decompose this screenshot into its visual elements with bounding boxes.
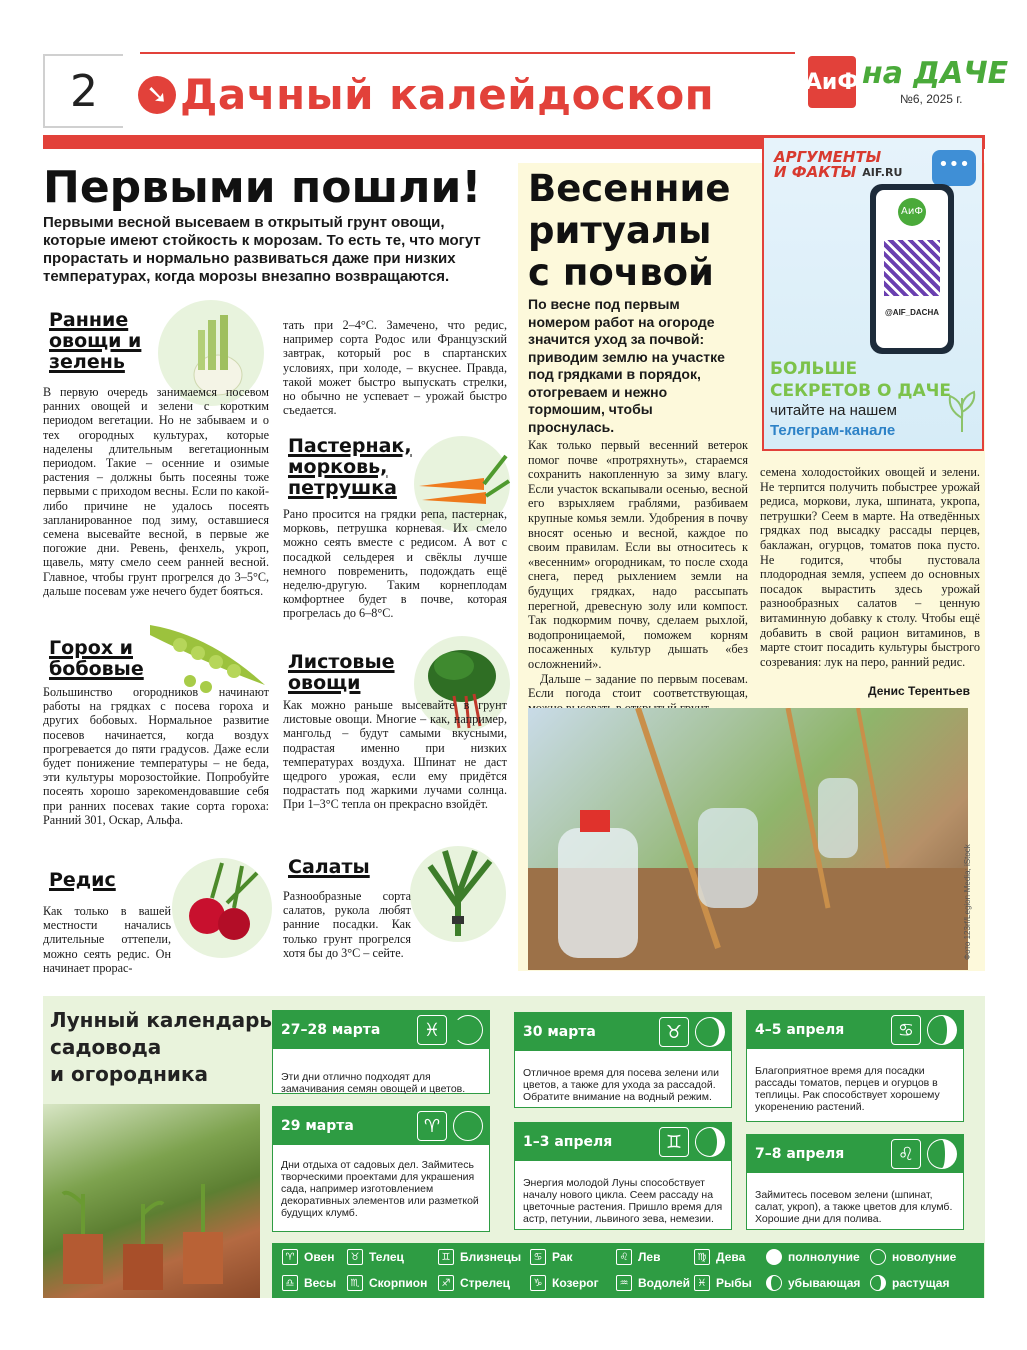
card-text: Отличное время для посева зелени или цветов, а также для ухода за рассадой. Обратите внимание на водный режим. — [523, 1067, 719, 1103]
waxing-moon-icon — [695, 1017, 725, 1047]
logo-text: на ДАЧЕ — [862, 56, 1009, 91]
subhead-peas: Горох и бобовые — [49, 637, 144, 680]
subhead-leafy: Листовые овощи — [288, 651, 395, 694]
waxing-moon-icon — [695, 1127, 725, 1157]
legend-label: Телец — [369, 1250, 404, 1264]
subhead-salads: Салаты — [288, 856, 370, 878]
legend-label: новолуние — [892, 1250, 957, 1264]
legend-label: Водолей — [638, 1276, 691, 1290]
feature-lead: По весне под первым номером работ на огороде значится уход за почвой: приводим землю на участке под грядками в порядок, отогреваем и нежно тормошим, чтобы проснулась. — [528, 296, 725, 435]
aif-badge-icon: АиФ — [898, 198, 926, 226]
lunar-card — [514, 1012, 732, 1108]
ad-line2: СЕКРЕТОВ О ДАЧЕ — [770, 381, 951, 401]
arugula-image — [410, 846, 506, 942]
lunar-card — [746, 1134, 964, 1230]
virgo-icon: ♍ — [694, 1249, 710, 1265]
lunar-title — [50, 1007, 272, 1088]
capricorn-icon: ♑ — [530, 1275, 546, 1291]
leaf-icon — [944, 388, 980, 434]
aif-logo: АиФ — [808, 56, 856, 108]
card-text: Благоприятное время для посадки рассады томатов, перцев и огурцов в теплицы. Рак способствует хорошему укоренению растений. — [755, 1065, 940, 1113]
legend-label: Рак — [552, 1250, 573, 1264]
legend-item — [282, 1249, 334, 1265]
feature-title-line1: Весенние — [528, 167, 731, 210]
legend-waning — [766, 1275, 860, 1291]
feature-title-line2: ритуалы — [528, 209, 712, 252]
article-lead: Первыми весной высеваем в открытый грунт овощи, которые имеют стойкость к морозам. То есть те, что могут прорастать и нормально развиваться даже при низких температурах, когда морозы внезапно возвращаются. — [43, 214, 481, 285]
lunar-title-line2: садовода — [50, 1035, 162, 1059]
qr-code[interactable] — [884, 240, 940, 296]
ad-headline — [770, 358, 951, 402]
legend-label: Весы — [304, 1276, 337, 1290]
legend-label: Стрелец — [460, 1276, 511, 1290]
lunar-title-line1: Лунный календарь — [50, 1008, 273, 1032]
taurus-icon: ♉ — [347, 1249, 363, 1265]
ad-site: AIF.RU — [862, 166, 903, 179]
seedlings-pots-photo — [43, 1104, 260, 1298]
waxing-moon-icon — [927, 1015, 957, 1045]
legend-label: Овен — [304, 1250, 335, 1264]
scorpio-icon: ♏ — [347, 1275, 363, 1291]
text-leafy: Как можно раньше высевайте в грунт листовые овощи. Многие – как, например, мангольд – будут самыми вкусными, подрастая именно при низких температурах воздуха. Шпинат не даст щедрого урожая, если ему придётся подрастать под жаркими лучами солнца. При 1–3°С тепла он прекрасно взойдёт. — [283, 698, 507, 812]
leo-icon: ♌ — [616, 1249, 632, 1265]
card-date: 29 марта — [281, 1118, 354, 1134]
lunar-card — [746, 1010, 964, 1122]
legend-label: убывающая — [788, 1276, 861, 1290]
card-text: Энергия молодой Луны способствует началу нового цикла. Сеем рассаду на цветочные растения. Пришло время для астр, петунии, львиного зева, немезии. — [523, 1177, 723, 1225]
card-text: Займитесь посевом зелени (шпинат, салат, укроп), а также цветов для клумб. Хорошие дни для полива. — [755, 1189, 953, 1225]
peas-image — [140, 615, 274, 695]
cancer-icon: ♋ — [891, 1015, 921, 1045]
card-text: Дни отдыха от садовых дел. Займитесь творческими проектами для украшения сада, например изготовлением декоративных элементов или разметкой будущих клумб. — [281, 1159, 479, 1219]
ad-brand-line2: И ФАКТЫ — [774, 163, 857, 181]
feature-col1-p1: Как только первый весенний ветерок помог почве «протряхнуть», стараемся сохранить накопленную за зиму влагу. Если участок вскапывали осенью, весной его взрыхляем граблями, разбиваем крупные комья земли. Удобрения в почву вносят осенью и весной, каждое по своим правилам. Если вы относитесь к «весенним» огородникам, то после схода снега, перед рыхлением земли на будущих грядках, надо рассыпать перегной, древесную золу или компост. Так подкормим почву, сделаем рыхлой, водопроницаемой, поможем корням посаженных культур дышать «без осложнений». — [528, 438, 748, 671]
card-text: Эти дни отлично подходят для замачивания семян овощей и цветов. — [281, 1071, 466, 1095]
text-radish: Как только в вашей местности начались длительные оттепели, можно сеять редис. Он начинает прорас- — [43, 904, 171, 975]
lunar-card — [272, 1010, 490, 1094]
card-date: 4–5 апреля — [755, 1022, 845, 1038]
lunar-title-line3: и огородника — [50, 1062, 209, 1086]
card-date: 30 марта — [523, 1024, 596, 1040]
text-radish-continued: тать при 2–4°С. Замечено, что редис, например сорта Родос или Французский завтрак, который рос в спартанских условиях, при холоде, – вкуснее. Правда, такой может быстро выпускать стрелки, но обычно не успевает – урожай быстро съедается. — [283, 318, 507, 418]
feature-text-col1 — [528, 438, 748, 715]
feature-title — [528, 168, 730, 294]
legend-item — [616, 1249, 660, 1265]
legend-item — [347, 1275, 427, 1291]
pisces-icon: ♓ — [694, 1275, 710, 1291]
legend-new-moon — [870, 1249, 956, 1265]
leo-icon: ♌ — [891, 1139, 921, 1169]
feature-text-col2: семена холодостойких овощей и зелени. Не терпится получить побыстрее урожай редиса, моркови, лука, шпината, укропа, петрушки? Сеем в марте. На отведённых грядках под высадку рассады перцев, баклажан, огурцов, томатов пока пусто. Не годится, чтобы пустовала плодородная земля, успеем до основных посадок вырастить здесь урожай разнообразных салатов – ценную витаминную добавку к столу. Чтобы ещё добавить в свой рацион витаминов, в марте стоит посадить культуры быстрого созревания: лук на перо, ранний редис. — [760, 465, 980, 669]
lunar-card — [272, 1106, 490, 1232]
feature-title-line3: с почвой — [528, 251, 714, 294]
legend-item — [694, 1249, 745, 1265]
pisces-icon: ♓ — [417, 1015, 447, 1045]
radish-image — [172, 858, 272, 958]
legend-label: Козерог — [552, 1276, 599, 1290]
aries-icon: ♈ — [282, 1249, 298, 1265]
legend-label: Дева — [716, 1250, 746, 1264]
lunar-card — [514, 1122, 732, 1230]
full-moon-icon — [766, 1249, 782, 1265]
new-moon-icon — [453, 1111, 483, 1141]
legend-item — [438, 1275, 510, 1291]
text-parsnip: Рано просится на грядки репа, пастернак, морковь, петрушка корневая. Их смело можно сеять вместе с редисом. А вот с посадкой сельдерея и свёклы лучше немного повременить, подождать ещё неделю-другую. Таким корнеплодам комфортнее будет в почве, которая прогрелась до 6–8°С. — [283, 507, 507, 621]
page-number: 2 — [43, 54, 123, 128]
legend-label: растущая — [892, 1276, 950, 1290]
aries-icon: ♈ — [417, 1111, 447, 1141]
legend-item — [530, 1249, 573, 1265]
waxing-moon-icon — [927, 1139, 957, 1169]
section-title: Дачный калейдоскоп — [180, 70, 715, 119]
cancer-icon: ♋ — [530, 1249, 546, 1265]
subhead-radish: Редис — [49, 869, 116, 891]
gemini-icon: ♊ — [659, 1127, 689, 1157]
gemini-icon: ♊ — [438, 1249, 454, 1265]
legend-label: Лев — [638, 1250, 661, 1264]
author: Денис Терентьев — [868, 684, 970, 698]
ad-line3: читайте на нашем — [770, 402, 897, 419]
waxing-moon-icon — [453, 1015, 483, 1045]
text-salads: Разнообразные сорта салатов, рукола любят ранние посадки. Как только грунт прогрелся хотя бы до 3°С – сейте. — [283, 889, 411, 960]
aquarius-icon: ♒ — [616, 1275, 632, 1291]
legend-label: Близнецы — [460, 1250, 522, 1264]
feature-col1-p2: Дальше – задание по первым посевам. Если погода стоит соответствующая, — [528, 671, 748, 701]
legend-item — [347, 1249, 404, 1265]
subhead-early: Ранние овощи и зелень — [49, 309, 142, 373]
header-rule — [140, 52, 795, 54]
legend-label: Скорпион — [369, 1276, 428, 1290]
legend-label: полнолуние — [788, 1250, 860, 1264]
telegram-ad[interactable] — [762, 136, 984, 451]
legend-item — [438, 1249, 521, 1265]
arrow-down-icon: ➘ — [138, 76, 176, 114]
ad-brand — [774, 150, 902, 180]
card-date: 27–28 марта — [281, 1022, 381, 1038]
chat-bubble-icon: ••• — [932, 150, 976, 186]
ad-line4[interactable]: Телеграм-канале — [770, 422, 896, 439]
legend-item — [616, 1275, 690, 1291]
ad-brand-line1: АРГУМЕНТЫ — [774, 148, 882, 166]
issue-number: №6, 2025 г. — [900, 92, 963, 106]
ad-line1: БОЛЬШЕ — [770, 359, 858, 379]
new-moon-icon — [870, 1249, 886, 1265]
subhead-parsnip: Пастернак, морковь, петрушка — [288, 435, 412, 499]
photo-credit: Фото 123rf/Legion-Media; iStock — [963, 844, 972, 960]
legend-label: Рыбы — [716, 1276, 752, 1290]
legend-item — [530, 1275, 599, 1291]
text-early: В первую очередь занимаемся посевом ранних овощей и зелени с коротким периодом вегетации. Но не забываем и о тех огородных культурах, которые наделены длительным вегетационным периодом. Такие – осенние и озимые растения – должны быть посеяны тоже первыми с приходом весны. Если по какой-либо причине не удалось посеять запланированное под зиму, оставшиеся семена высевайте весной, в первые же погожие дни. Ревень, фенхель, укроп, щавель, мяту смело сеем ранней весной. Главное, чтобы грунт прогрелся до 3–5°С, дальше посевам уже нечего будет бояться. — [43, 385, 269, 598]
card-date: 1–3 апреля — [523, 1134, 613, 1150]
text-peas: Большинство огородников начинают работы на грядках с посева гороха и других бобовых. Нормальное развитие посевов начинается, когда воздух прогревается до пяти градусов. Даже если будет понижение температуры – не беда, эти культуры морозостойкие. Попробуйте посеять хорошо зарекомендовавшие себя при ранних посевах такие сорта гороха: Ранний 301, Оскар, Альфа. — [43, 685, 269, 827]
phone-image — [870, 184, 954, 354]
legend-full-moon — [766, 1249, 860, 1265]
sagittarius-icon: ♐ — [438, 1275, 454, 1291]
article-title: Первыми пошли! — [43, 162, 482, 213]
bottles-seedlings-photo — [528, 708, 968, 970]
card-date: 7–8 апреля — [755, 1146, 845, 1162]
waxing-moon-icon — [870, 1275, 886, 1291]
legend-item — [282, 1275, 336, 1291]
zodiac-legend — [272, 1243, 984, 1298]
taurus-icon: ♉ — [659, 1017, 689, 1047]
libra-icon: ♎ — [282, 1275, 298, 1291]
legend-item — [694, 1275, 752, 1291]
legend-waxing — [870, 1275, 949, 1291]
ad-handle: @AIF_DACHA — [884, 308, 940, 317]
waning-moon-icon — [766, 1275, 782, 1291]
